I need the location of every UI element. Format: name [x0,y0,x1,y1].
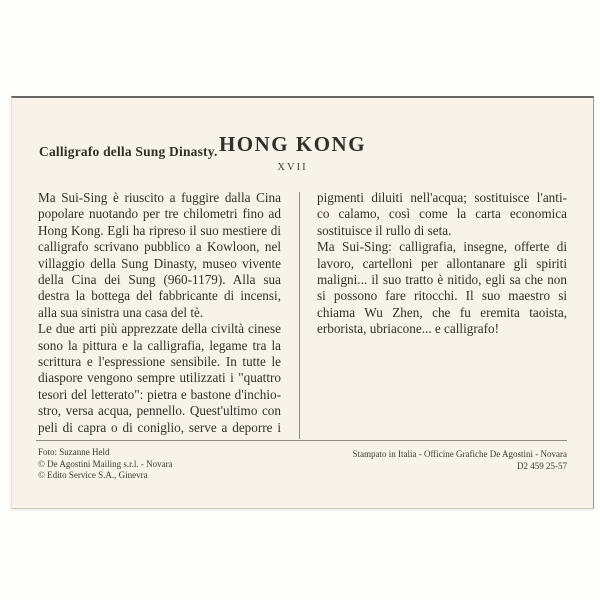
text-line: della Cina dei Sung (960-1179). Alla sua [38,272,281,288]
copyright-line: © Edito Service S.A., Ginevra [38,470,148,480]
text-line: maligni... il suo tratto è nitido, egli sa che non [317,272,567,288]
text-line: erborista, ubriacone... e calligrafo! [317,321,499,337]
photo-credit: Foto: Suzanne Held [38,447,110,457]
text-line: co calamo, così come la carta economica [317,206,567,222]
text-line: pigmenti diluiti nell'acqua; sostituisce l'anti- [317,190,567,205]
printer-info: Stampato in Italia - Officine Grafiche De Agostini - Novara [352,449,567,459]
text-column-left [38,190,281,436]
text-line: Ma Sui-Sing è riuscito a fuggire dalla Cina [38,190,281,205]
text-line: si possono fare ritocchi. Il suo maestro si [317,288,567,304]
text-line: Hong Kong. Egli ha ripreso il suo mestiere di [38,222,281,238]
copyright-line: © De Agostini Mailing s.r.l. - Novara [38,458,173,469]
text-line: alla sua sinistra una casa del tè. [38,304,204,320]
text-line: peli di capra o di coniglio, serve a deporre i [38,419,281,435]
printer-block [352,449,567,472]
text-line: Ma Sui-Sing: calligrafia, insegne, offerte di [317,239,567,255]
text-line: Le due arti più apprezzate della civiltà cinese [38,321,281,337]
postcard-back [11,96,594,509]
text-column-right [317,190,567,338]
header-caption: Calligrafo della Sung Dinasty. [39,144,218,159]
page-title: HONG KONG [218,132,367,156]
text-line: sostituisce il rullo di seta. [317,222,452,238]
text-line: villaggio della Sung Dinasty, museo vivente [38,255,281,271]
text-line: diaspore vengono sempre utilizzati i "quattro [38,370,281,386]
text-line: tesori del letterato": pietra e bastone d'inchio- [38,386,281,402]
text-line: popolare nuotando per tre chilometri fino ad [38,206,281,222]
credits-block [38,447,173,482]
text-line: scrittura e l'espressione sensibile. In tutte le [38,354,281,370]
text-line: calligrafo scrivano pubblico a Kowloon, nel [38,239,281,255]
text-line: sono la pittura e la calligrafia, legame tra la [38,337,281,353]
text-line: stro, versa acqua, pennello. Quest'ultimo con [38,403,281,419]
footer-divider [36,440,567,441]
series-number: XVII [277,162,308,173]
text-line: lavoro, cartelloni per allontanare gli spiriti [317,255,567,271]
text-line: destra la bottega del fabbricante di incensi, [38,288,281,304]
text-line: chiama Wu Zhen, che fu eremita taoista, [317,304,567,320]
print-code: D2 459 25-57 [517,460,567,471]
column-divider [299,192,300,439]
